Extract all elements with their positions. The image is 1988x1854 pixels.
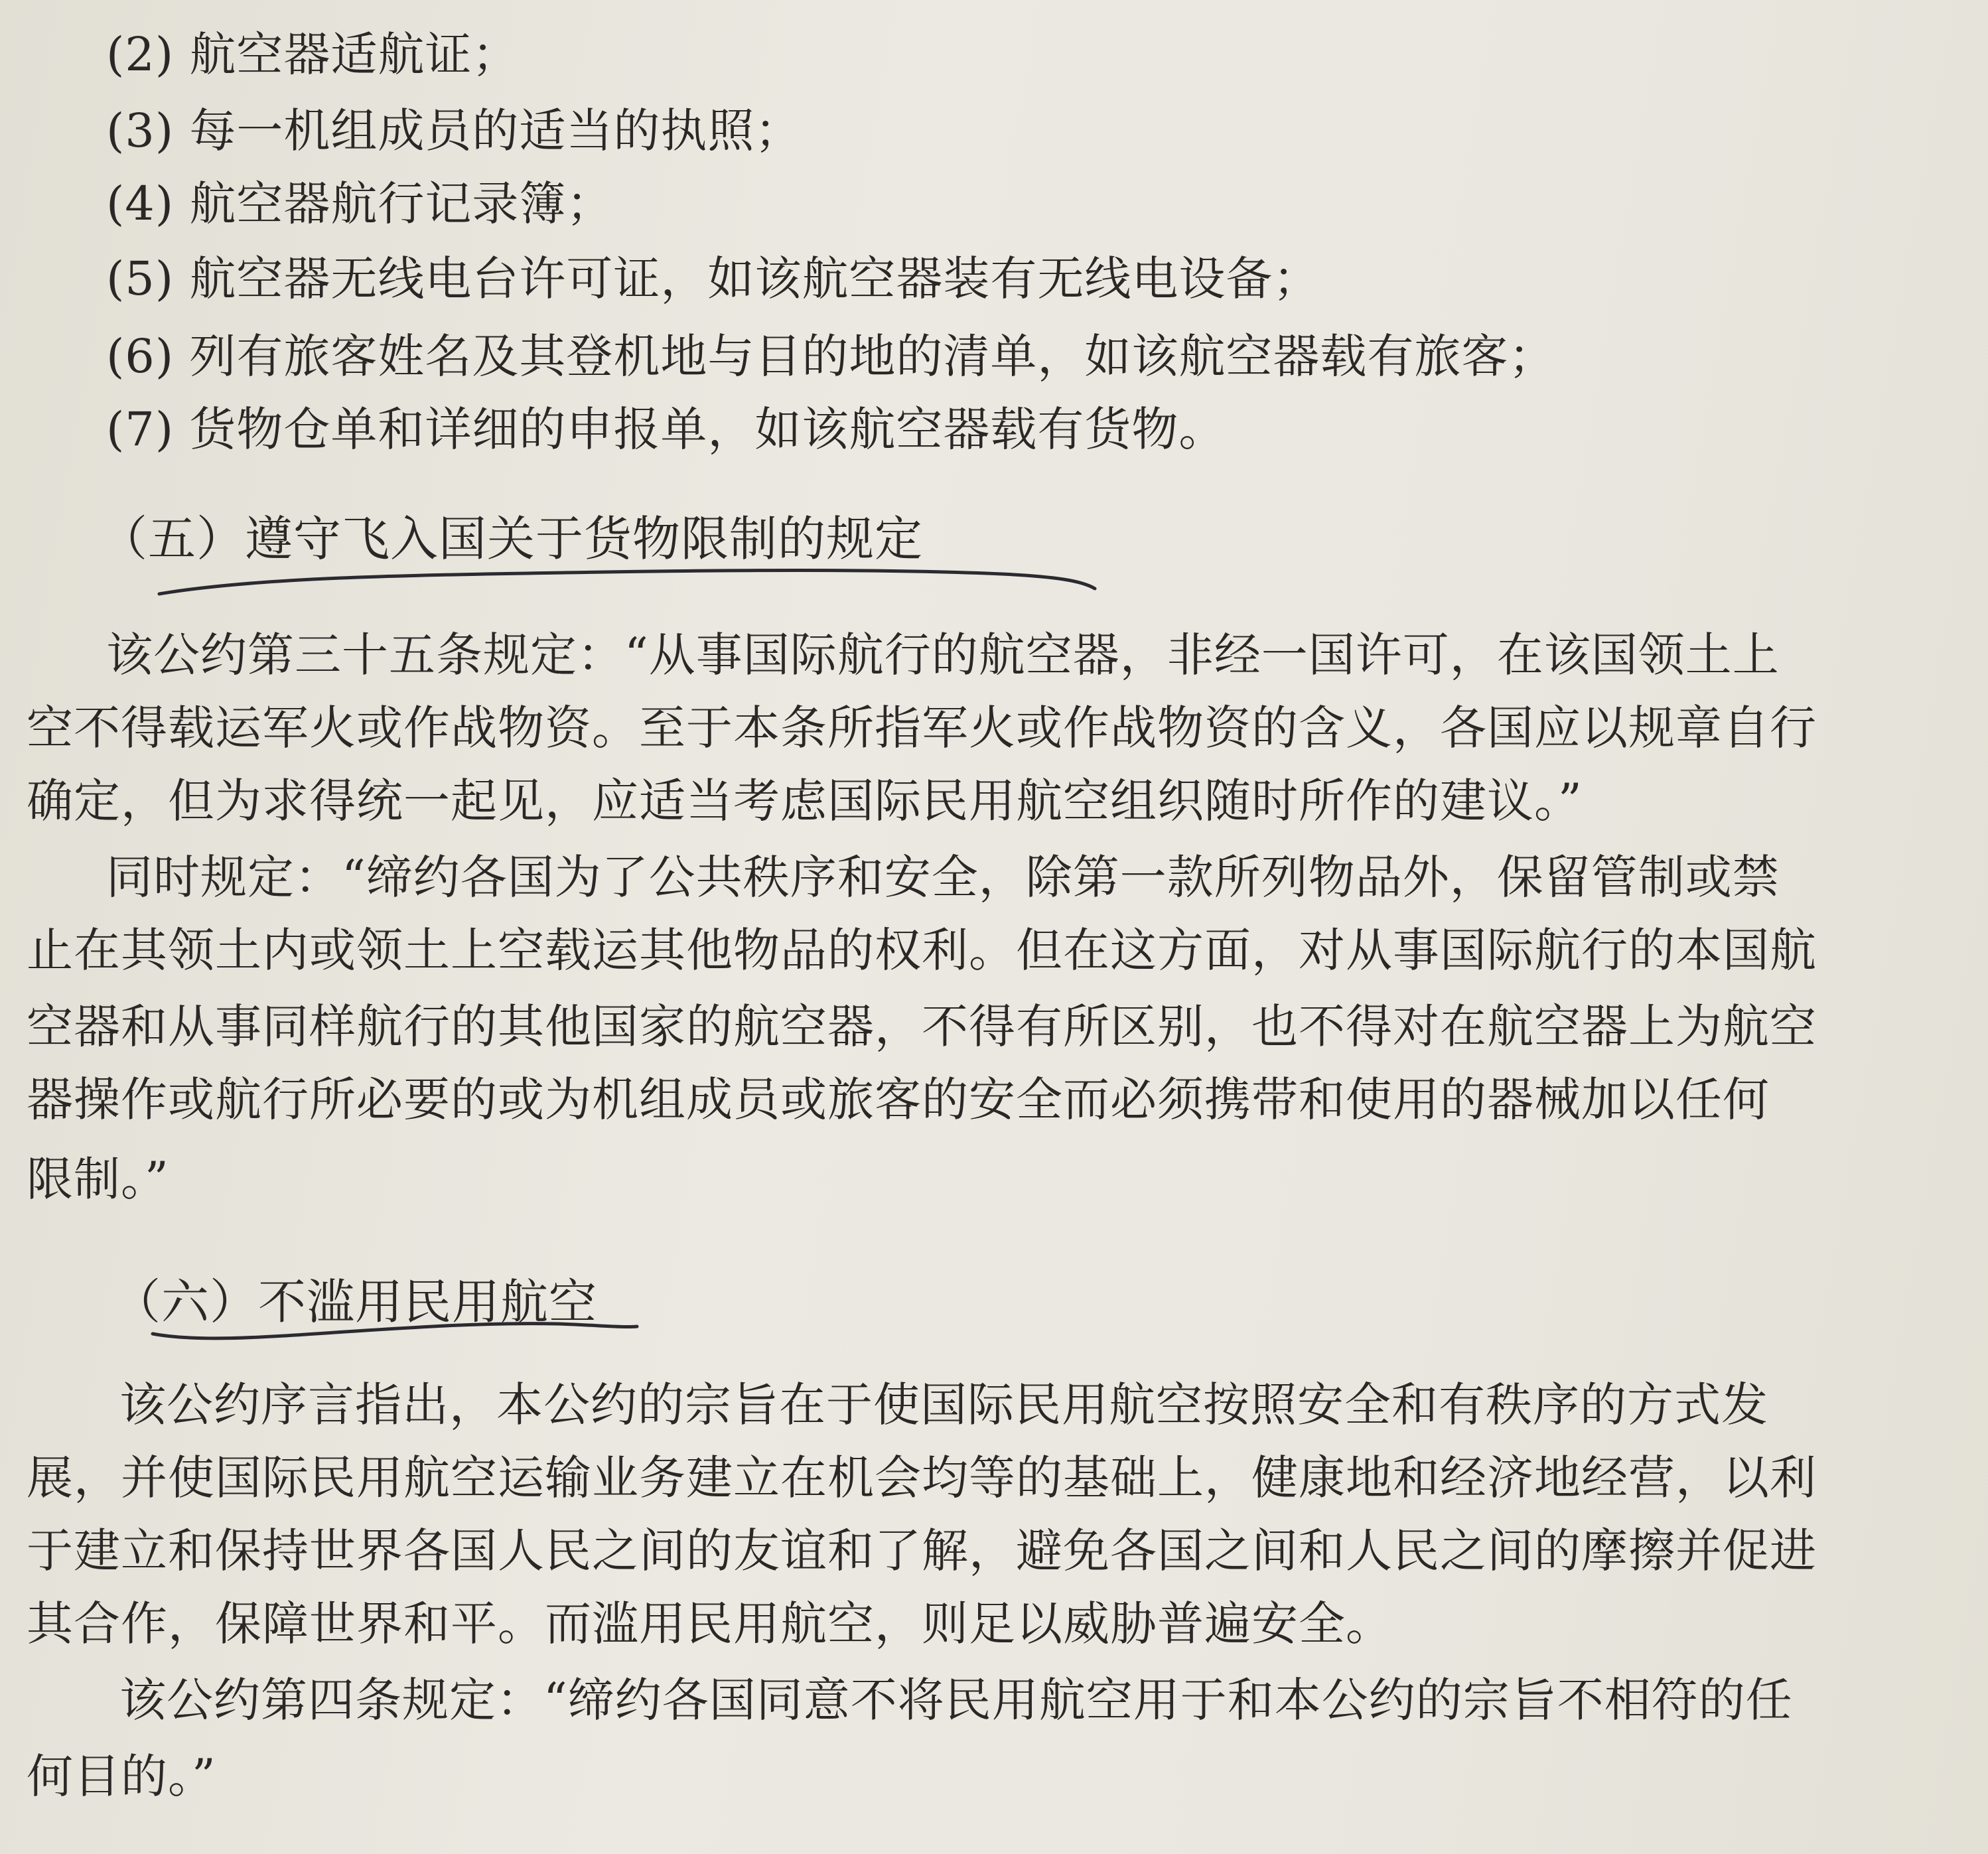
list-item-6 [106, 328, 1555, 384]
paragraph-line: 空不得载运军火或作战物资。至于本条所指军火或作战物资的含义，各国应以规章自行 [27, 701, 1817, 755]
list-text: 货物仓单和详细的申报单，如该航空器载有货物。 [189, 402, 1226, 457]
list-text: 航空器无线电台许可证，如该航空器装有无线电设备； [189, 251, 1320, 306]
paragraph-line: 空器和从事同样航行的其他国家的航空器，不得有所区别，也不得对在航空器上为航空 [27, 999, 1817, 1054]
paragraph-line: 器操作或航行所必要的或为机组成员或旅客的安全而必须携带和使用的器械加以任何 [27, 1072, 1770, 1127]
paragraph-line: 止在其领土内或领土上空载运其他物品的权利。但在这方面，对从事国际航行的本国航 [27, 923, 1817, 977]
paragraph-line: 该公约第四条规定：“缔约各国同意不将民用航空用于和本公约的宗旨不相符的任 [119, 1673, 1793, 1727]
list-number: (3) [106, 104, 175, 158]
handwritten-underline-5 [153, 561, 1148, 620]
paragraph-line: 其合作，保障世界和平。而滥用民用航空，则足以威胁普遍安全。 [27, 1597, 1393, 1651]
list-number: (2) [106, 27, 175, 82]
paragraph-line: 于建立和保持世界各国人民之间的友谊和了解，避免各国之间和人民之间的摩擦并促进 [27, 1524, 1817, 1578]
paragraph-line: 同时规定：“缔约各国为了公共秩序和安全，除第一款所列物品外，保留管制或禁 [106, 850, 1780, 904]
list-item-2 [106, 27, 519, 82]
paragraph-line: 确定，但为求得统一起见，应适当考虑国际民用航空组织随时所作的建议。” [27, 774, 1583, 828]
list-text: 每一机组成员的适当的执照； [189, 104, 802, 158]
list-item-5 [106, 251, 1320, 307]
section-5-heading: （五）遵守飞入国关于货物限制的规定 [100, 511, 924, 567]
section-6-heading: （六）不滥用民用航空 [113, 1274, 598, 1330]
list-number: (7) [106, 402, 175, 457]
list-item-7 [106, 401, 1226, 457]
paragraph-line: 该公约序言指出，本公约的宗旨在于使国际民用航空按照安全和有秩序的方式发 [119, 1378, 1768, 1432]
list-text: 航空器航行记录簿； [189, 177, 614, 231]
list-number: (5) [106, 251, 175, 306]
list-item-3 [106, 103, 802, 159]
paragraph-line: 何目的。” [27, 1749, 216, 1804]
list-number: (6) [106, 329, 175, 384]
paragraph-line: 该公约第三十五条规定：“从事国际航行的航空器，非经一国许可，在该国领土上 [106, 628, 1780, 682]
list-item-4 [106, 176, 613, 232]
list-text: 列有旅客姓名及其登机地与目的地的清单，如该航空器载有旅客； [189, 329, 1556, 384]
list-text: 航空器适航证； [189, 27, 520, 82]
paragraph-line: 展，并使国际民用航空运输业务建立在机会均等的基础上，健康地和经济地经营，以利 [27, 1451, 1817, 1505]
list-number: (4) [106, 177, 175, 231]
paragraph-line: 限制。” [27, 1152, 169, 1206]
